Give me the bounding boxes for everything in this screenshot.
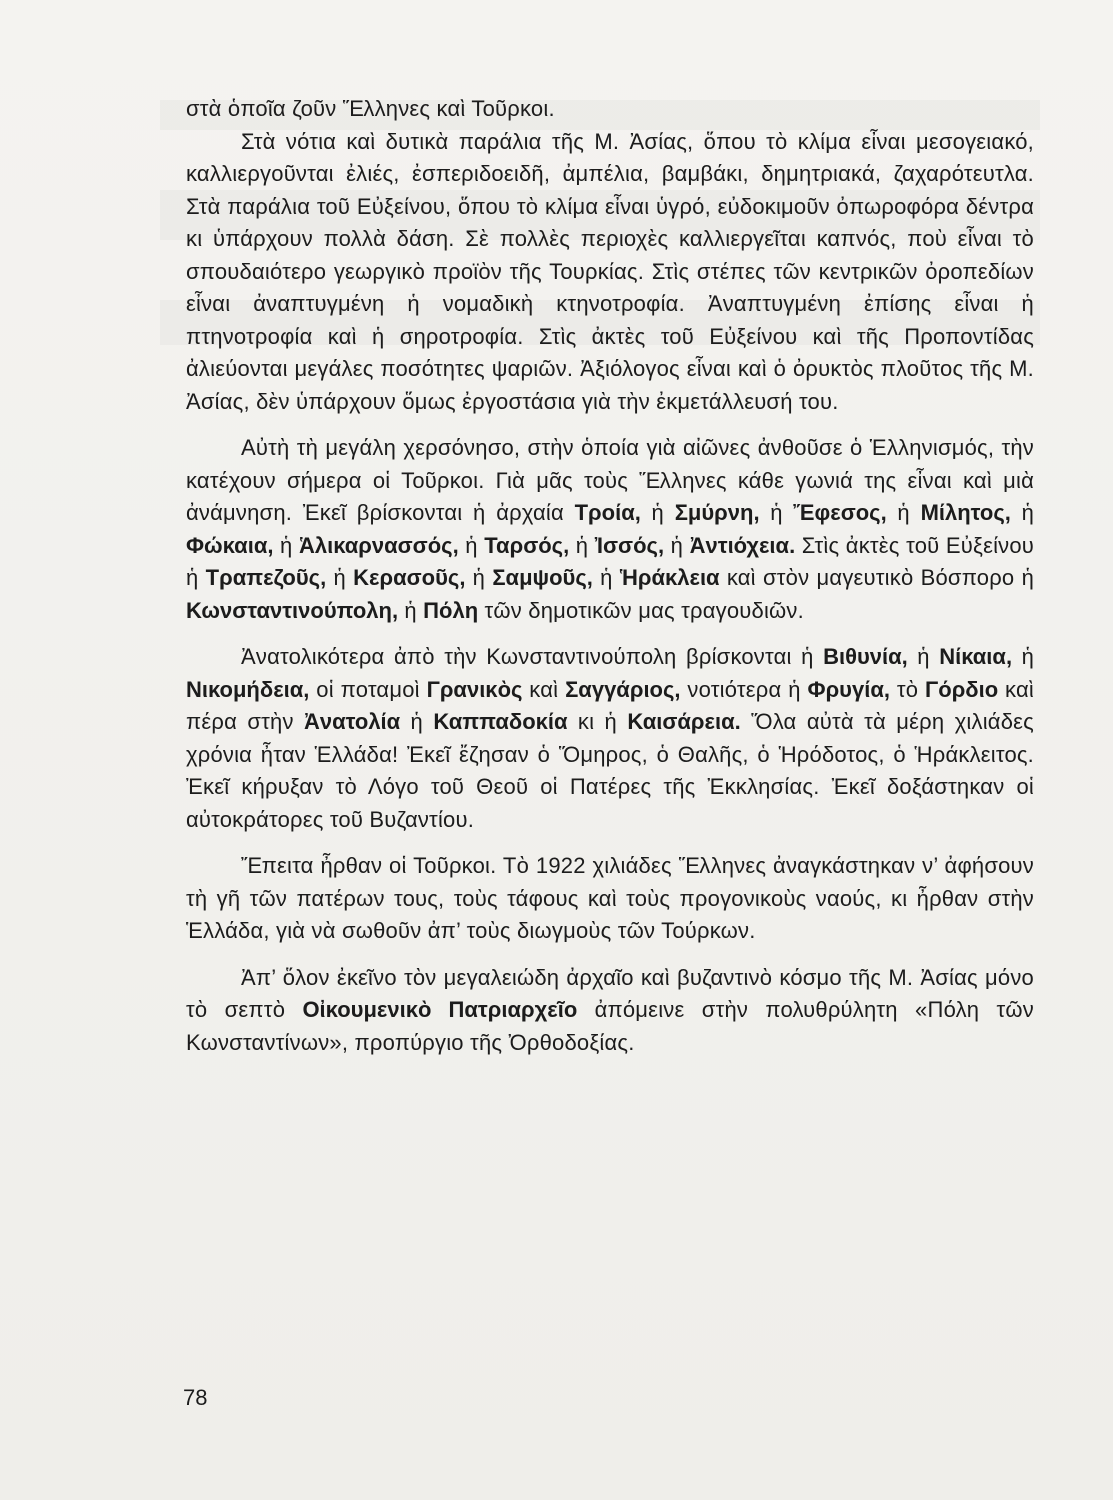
text-run: ἡ xyxy=(326,565,354,590)
text-run: καὶ πέρα στὴν xyxy=(186,676,1034,734)
place-name: Ἁλικαρνασσός, xyxy=(298,532,459,558)
place-name: Βιθυνία, xyxy=(823,644,908,669)
paragraph xyxy=(186,432,1034,627)
text-run: Ὅλα αὐτὰ τὰ μέρη χιλιάδες χρόνια ἦταν Ἑλλάδα! Ἐκεῖ ἔζησαν ὁ Ὅμηρος, ὁ Θαλῆς, ὁ Ἡρόδοτος, ὁ Ἡράκλειτος. Ἐκεῖ κήρυξαν τὸ Λόγο τοῦ Θεοῦ οἱ Πατέρες τῆς Ἐκκλησίας. Ἐκεῖ δοξάστηκαν οἱ αὐτοκράτορες τοῦ Βυζαντίου. xyxy=(186,709,1034,832)
text-run: ἡ xyxy=(886,500,921,525)
place-name: Γόρδιο xyxy=(925,676,999,702)
place-name: Φρυγία, xyxy=(807,676,890,702)
place-name: Κερασοῦς, xyxy=(353,565,466,590)
text-run: Αὐτὴ τὴ μεγάλη χερσόνησο, στὴν ὁποία γιὰ αἰῶνες ἀνθοῦσε ὁ Ἑλληνισμός, τὴν κατέχουν σήμερα οἱ Τοῦρκοι. Γιὰ μᾶς τοὺς Ἕλληνες κάθε γωνιά της εἶναι καὶ μιὰ ἀνάμνηση. Ἐκεῖ βρίσκονται ἡ ἀρχαία xyxy=(186,435,1034,525)
place-name: Καισάρεια. xyxy=(627,709,741,734)
paragraph xyxy=(186,962,1034,1060)
text-run: ἡ xyxy=(398,597,424,623)
paragraph xyxy=(186,93,1034,126)
text-run: καὶ xyxy=(522,676,566,702)
text-run: ἡ xyxy=(569,532,595,558)
place-name: Φώκαια, xyxy=(186,532,274,558)
text-run: ἡ xyxy=(640,500,675,525)
place-name: Ἔφεσος, xyxy=(793,500,887,525)
text-run: ἀπόμεινε στὴν πολυθρύλητη «Πόλη τῶν Κωνσταντίνων», προπύργιο τῆς Ὀρθοδοξίας. xyxy=(186,997,1034,1055)
place-name: Οἰκουμενικὸ Πατριαρχεῖο xyxy=(302,997,578,1022)
text-run: τὸ xyxy=(889,676,926,702)
text-run: ἡ xyxy=(592,565,620,590)
text-run: τῶν δημοτικῶν μας τραγουδιῶν. xyxy=(478,597,804,623)
paragraph xyxy=(186,850,1034,948)
place-name: Σαγγάριος, xyxy=(565,676,681,702)
place-name: Τροία, xyxy=(574,500,641,525)
place-name: Κωνσταντινούπολη, xyxy=(186,597,399,623)
text-run: οἱ ποταμοὶ xyxy=(309,676,427,702)
text-run: ἡ xyxy=(1012,644,1035,669)
place-name: Τραπεζοῦς, xyxy=(205,565,327,590)
place-name: Ταρσός, xyxy=(484,532,570,558)
place-name: Σαμψοῦς, xyxy=(492,565,593,590)
place-name: Ἀνατολία xyxy=(304,709,401,734)
text-run: καὶ στὸν μαγευτικὸ Βόσπορο ἡ xyxy=(719,565,1035,590)
text-run: στὰ ὁποῖα ζοῦν Ἕλληνες καὶ Τοῦρκοι. xyxy=(186,96,555,121)
text-run: ἡ xyxy=(400,709,434,734)
place-name: Ἰσσός, xyxy=(594,532,665,558)
text-run: ἡ xyxy=(664,532,690,558)
place-name: Ἡράκλεια xyxy=(619,565,720,590)
text-run: Ἀπ’ ὅλον ἐκεῖνο τὸν μεγαλειώδη ἀρχαῖο καὶ βυζαντινὸ κόσμο τῆς Μ. Ἀσίας μόνο τὸ σεπτὸ xyxy=(186,964,1034,1022)
text-run: ἡ xyxy=(273,532,299,558)
place-name: Νίκαια, xyxy=(939,644,1013,669)
text-run: ἡ xyxy=(465,565,493,590)
paragraph xyxy=(186,126,1034,419)
text-run: ἡ xyxy=(759,500,794,525)
place-name: Σμύρνη, xyxy=(674,500,760,525)
text-run: Στὰ νότια καὶ δυτικὰ παράλια τῆς Μ. Ἀσίας, ὅπου τὸ κλίμα εἶναι μεσογειακό, καλλιεργοῦνται ἐλιές, ἐσπεριδοειδῆ, ἀμπέλια, βαμβάκι, δημητριακά, ζαχαρότευτλα. Στὰ παράλια τοῦ Εὐξείνου, ὅπου τὸ κλίμα εἶναι ὑγρό, εὐδοκιμοῦν ὀπωροφόρα δέντρα κι ὑπάρχουν πολλὰ δάση. Σὲ πολλὲς περιοχὲς καλλιεργεῖται καπνός, ποὺ εἶναι τὸ σπουδαιότερο γεωργικὸ προϊὸν τῆς Τουρκίας. Στὶς στέπες τῶν κεντρικῶν ὀροπεδίων εἶναι ἀναπτυγμένη ἡ νομαδικὴ κτηνοτροφία. Ἀναπτυγμένη ἐπίσης εἶναι ἡ πτηνοτροφία καὶ ἡ σηροτροφία. Στὶς ἀκτὲς τοῦ Εὐξείνου καὶ τῆς Προποντίδας ἀλιεύονται μεγάλες ποσότητες ψαριῶν. Ἀξιόλογος εἶναι καὶ ὁ ὀρυκτὸς πλοῦτος τῆς Μ. Ἀσίας, δὲν ὑπάρχουν ὅμως ἐργοστάσια γιὰ τὴν ἐκμετάλλευσή του. xyxy=(186,128,1034,414)
place-name: Πόλη xyxy=(423,597,479,623)
place-name: Καππαδοκία xyxy=(433,709,568,734)
text-run: ἡ xyxy=(458,532,485,558)
place-name: Ἀντιόχεια. xyxy=(689,532,796,558)
text-run: νοτιότερα ἡ xyxy=(680,676,808,702)
body-text xyxy=(186,93,1034,1073)
page-number: 78 xyxy=(183,1385,208,1410)
text-run: ἡ xyxy=(907,644,940,669)
text-run: Ἔπειτα ἦρθαν οἱ Τοῦρκοι. Τὸ 1922 χιλιάδες Ἕλληνες ἀναγκάστηκαν ν’ ἀφήσουν τὴ γῆ τῶν πατέρων τους, τοὺς τάφους καὶ τοὺς προγονικοὺς ναούς, κι ἦρθαν στὴν Ἑλλάδα, γιὰ νὰ σωθοῦν ἀπ’ τοὺς διωγμοὺς τῶν Τούρκων. xyxy=(186,853,1034,943)
text-run: ἡ xyxy=(1010,500,1035,525)
place-name: Μίλητος, xyxy=(920,500,1011,525)
place-name: Γρανικὸς xyxy=(426,676,523,702)
text-run: Στὶς ἀκτὲς τοῦ Εὐξείνου ἡ xyxy=(186,532,1035,590)
text-run: Ἀνατολικότερα ἀπὸ τὴν Κωνσταντινούπολη βρίσκονται ἡ xyxy=(241,644,824,669)
paragraph xyxy=(186,641,1034,836)
place-name: Νικομήδεια, xyxy=(186,676,310,702)
text-run: κι ἡ xyxy=(567,709,628,734)
